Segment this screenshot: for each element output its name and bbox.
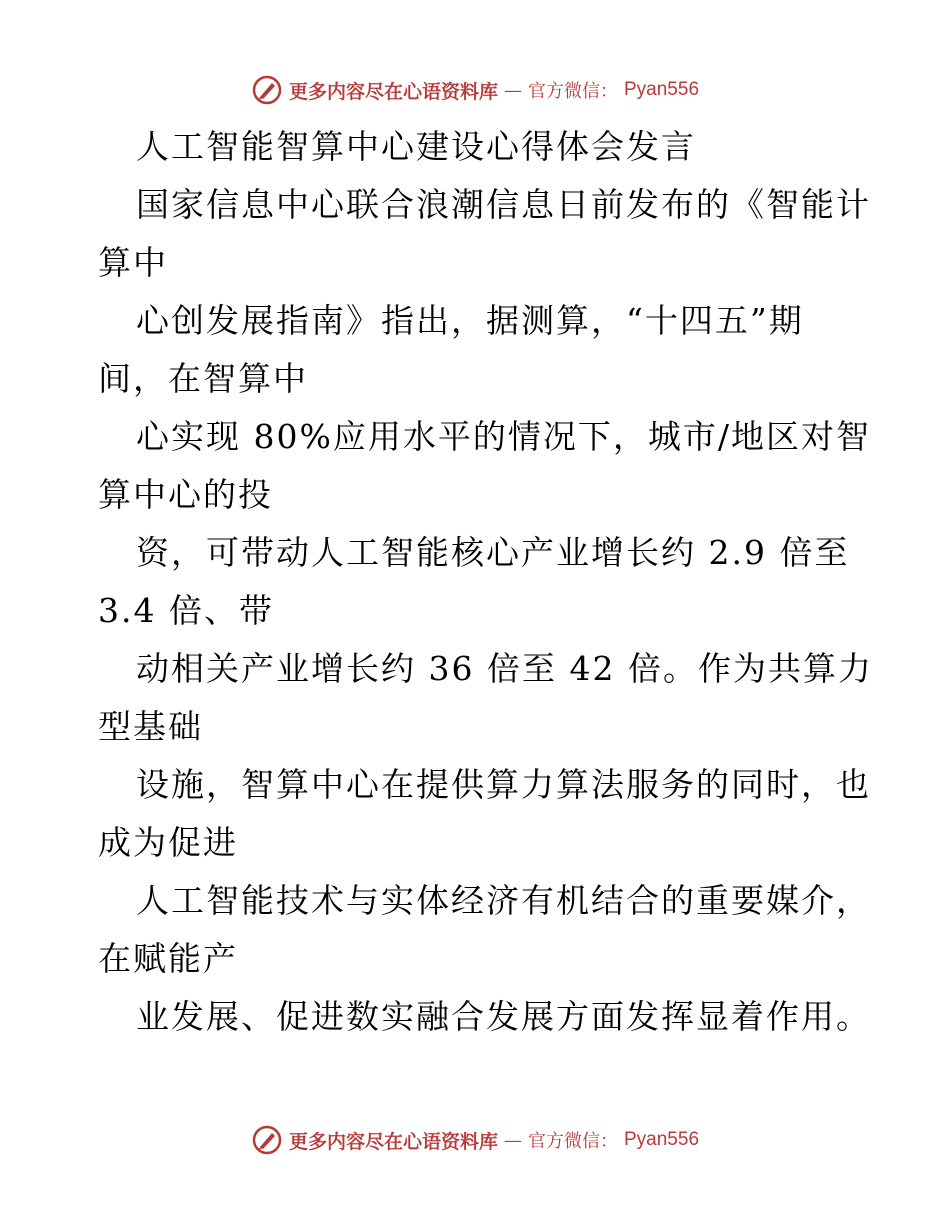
paragraph-line: 国家信息中心联合浪潮信息日前发布的《智能计: [136, 185, 871, 224]
watermark-wechat-label: 官方微信：: [528, 81, 618, 102]
watermark-wechat-label: 官方微信：: [528, 1131, 618, 1152]
document-body: [98, 118, 873, 1046]
paragraph-line: 心实现 80%应用水平的情况下，城市/地区对智: [136, 417, 871, 456]
paragraph-line: 业发展、促进数实融合发展方面发挥显着作用。: [136, 997, 871, 1036]
paragraph-line: 心创发展指南》指出，据测算，“十四五”期: [136, 301, 804, 340]
watermark-dash: —: [504, 79, 522, 101]
pen-logo-icon: [251, 1124, 283, 1156]
paragraph-line: 间，在智算中: [98, 359, 308, 398]
watermark-wechat-id: Pyan556: [624, 79, 700, 100]
watermark-text: 更多内容尽在心语资料库: [288, 80, 498, 103]
paragraph-line: 动相关产业增长约 36 倍至 42 倍。作为共算力: [136, 649, 873, 688]
watermark-dash: —: [504, 1129, 522, 1151]
footer-watermark: [0, 1120, 950, 1160]
watermark-wechat-id: Pyan556: [624, 1129, 700, 1150]
paragraph-line: 算中心的投: [98, 475, 273, 514]
paragraph-line: 人工智能技术与实体经济有机结合的重要媒介，: [136, 881, 871, 920]
paragraph-line: 3.4 倍、带: [98, 591, 274, 630]
header-watermark: [0, 70, 950, 110]
paragraph-line: 成为促进: [98, 823, 238, 862]
watermark-text: 更多内容尽在心语资料库: [288, 1130, 498, 1153]
paragraph-line: 在赋能产: [98, 939, 238, 978]
paragraph-line: 型基础: [98, 707, 203, 746]
paragraph-line: 设施，智算中心在提供算力算法服务的同时，也: [136, 765, 871, 804]
paragraph-line: 算中: [98, 243, 168, 282]
pen-logo-icon: [251, 74, 283, 106]
document-title: 人工智能智算中心建设心得体会发言: [136, 127, 696, 166]
paragraph-line: 资，可带动人工智能核心产业增长约 2.9 倍至: [136, 533, 850, 572]
